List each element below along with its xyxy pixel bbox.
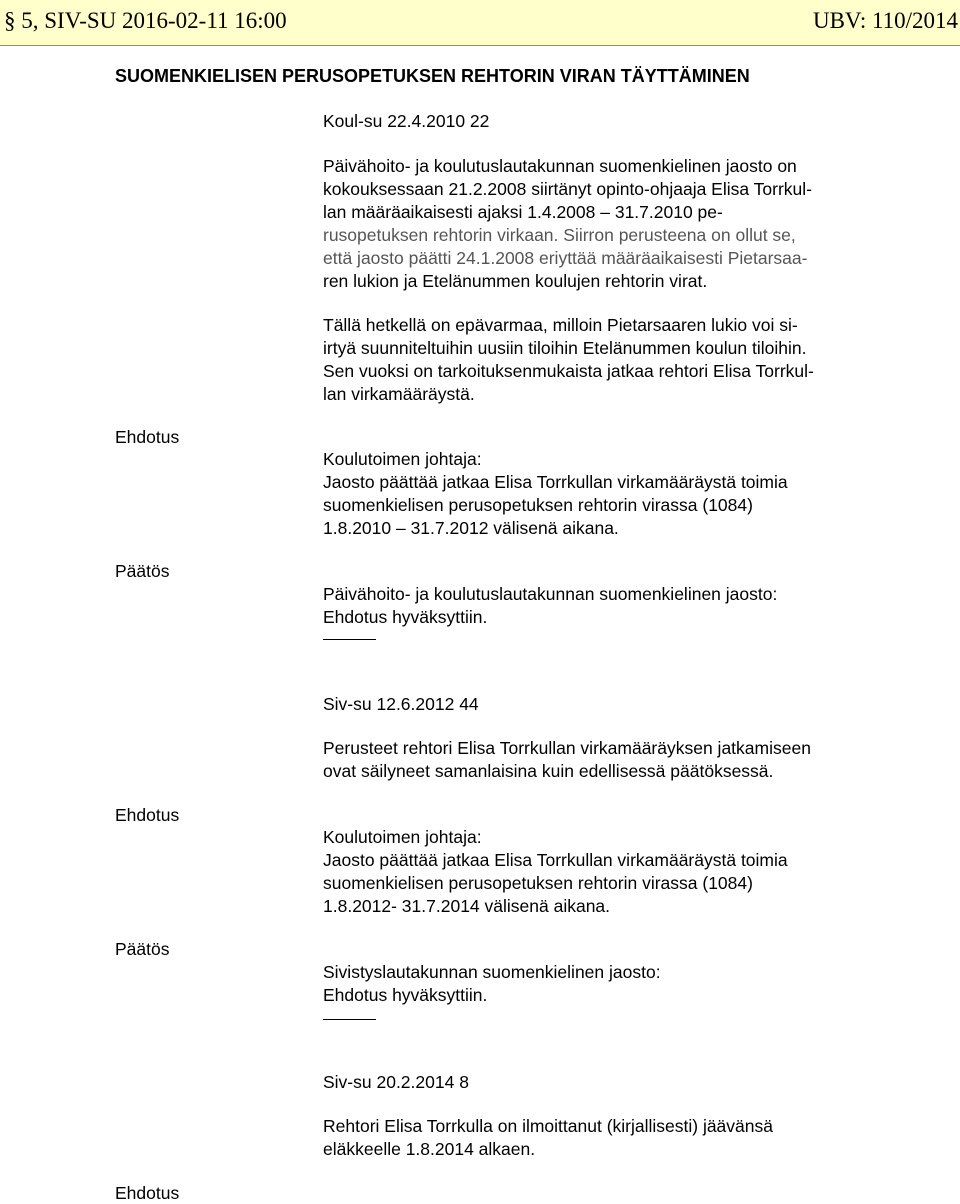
- section2-paatos-label: Päätös: [115, 939, 170, 959]
- section1-ehdotus-line: Jaosto päättää jatkaa Elisa Torrkullan virkamääräystä toimia: [323, 472, 788, 492]
- section3-ehdotus-label: Ehdotus: [115, 1183, 180, 1203]
- document-title: SUOMENKIELISEN PERUSOPETUKSEN REHTORIN VIRAN TÄYTTÄMINEN: [115, 66, 750, 86]
- section2-paatos-line: Sivistyslautakunnan suomenkielinen jaosto:: [323, 962, 661, 982]
- section1-ehdotus-label: Ehdotus: [115, 427, 180, 447]
- section2-para1-line: ovat säilyneet samanlaisina kuin edellisessä päätöksessä.: [323, 761, 774, 781]
- section1-para2-line: Sen vuoksi on tarkoituksenmukaista jatkaa rehtori Elisa Torrkul-: [323, 361, 814, 381]
- section3-para1-line: Rehtori Elisa Torrkulla on ilmoittanut (kirjallisesti) jäävänsä: [323, 1116, 773, 1136]
- section1-ehdotus-line: 1.8.2010 – 31.7.2012 välisenä aikana.: [323, 518, 619, 538]
- section1-para1-line: että jaosto päätti 24.1.2008 eriyttää määräaikaisesti Pietarsaa-: [323, 248, 808, 268]
- section2-para1-line: Perusteet rehtori Elisa Torrkullan virkamääräyksen jatkamiseen: [323, 738, 811, 758]
- section1-paatos-line: Ehdotus hyväksyttiin.: [323, 607, 488, 627]
- section2-ehdotus-line: Jaosto päättää jatkaa Elisa Torrkullan virkamääräystä toimia: [323, 850, 788, 870]
- header-section-ref: § 5, SIV-SU 2016-02-11 16:00: [4, 8, 287, 33]
- section3-reference: Siv-su 20.2.2014 8: [323, 1072, 469, 1092]
- section1-para1-line: lan määräaikaisesti ajaksi 1.4.2008 – 31.7.2010 pe-: [323, 202, 723, 222]
- section1-para1-line: Päivähoito- ja koulutuslautakunnan suomenkielinen jaosto on: [323, 156, 797, 176]
- section2-ehdotus-line: Koulutoimen johtaja:: [323, 827, 482, 847]
- section2-ehdotus-line: suomenkielisen perusopetuksen rehtorin virassa (1084): [323, 873, 753, 893]
- section3-para1-line: eläkkeelle 1.8.2014 alkaen.: [323, 1139, 536, 1159]
- header-document-ref: UBV: 110/2014: [812, 8, 958, 33]
- section2-ehdotus-line: 1.8.2012- 31.7.2014 välisenä aikana.: [323, 896, 611, 916]
- section1-para1-line: ren lukion ja Etelänummen koulujen rehtorin virat.: [323, 271, 708, 291]
- section2-ehdotus-label: Ehdotus: [115, 805, 180, 825]
- section1-para2-line: irtyä suunniteltuihin uusiin tiloihin Etelänummen koulun tiloihin.: [323, 338, 807, 358]
- section2-paatos-line: Ehdotus hyväksyttiin.: [323, 985, 488, 1005]
- page-header: [0, 0, 960, 46]
- section1-para1-line: kokouksessaan 21.2.2008 siirtänyt opinto-ohjaaja Elisa Torrkul-: [323, 179, 812, 199]
- section1-reference: Koul-su 22.4.2010 22: [323, 111, 490, 131]
- section2-separator: [323, 1019, 376, 1020]
- section2-reference: Siv-su 12.6.2012 44: [323, 694, 479, 714]
- section1-separator: [323, 639, 376, 640]
- section1-paatos-line: Päivähoito- ja koulutuslautakunnan suomenkielinen jaosto:: [323, 584, 778, 604]
- section1-para1-line: rusopetuksen rehtorin virkaan. Siirron perusteena on ollut se,: [323, 225, 796, 245]
- section1-para2-line: lan virkamääräystä.: [323, 384, 475, 404]
- section1-ehdotus-line: suomenkielisen perusopetuksen rehtorin virassa (1084): [323, 495, 753, 515]
- section1-para2-line: Tällä hetkellä on epävarmaa, milloin Pietarsaaren lukio voi si-: [323, 315, 798, 335]
- section1-ehdotus-line: Koulutoimen johtaja:: [323, 449, 482, 469]
- section1-paatos-label: Päätös: [115, 561, 170, 581]
